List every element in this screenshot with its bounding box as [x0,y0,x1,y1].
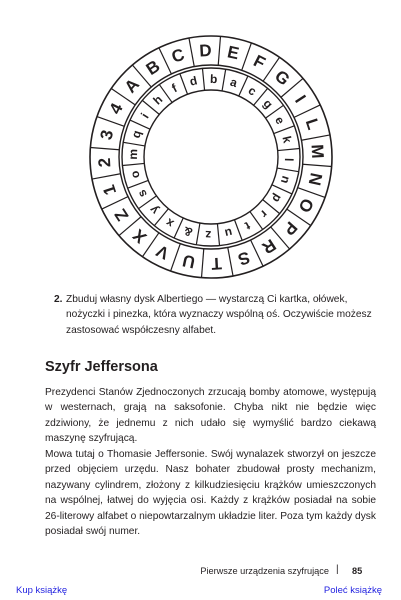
inner-ring-divider [123,142,145,146]
inner-ring-divider [180,74,188,95]
inner-ring-letter: l [281,157,297,162]
outer-ring-divider [202,249,204,278]
inner-ring-divider [274,126,295,134]
inner-ring-divider [130,120,150,129]
inner-ring-letter: g [260,96,276,112]
inner-ring-inner-edge [144,90,278,224]
inner-ring-divider [128,180,149,188]
inner-ring-divider [196,223,200,245]
outer-ring-divider [90,148,119,150]
outer-ring-letter: 3 [96,128,118,142]
outer-ring-divider [97,117,124,127]
outer-ring-letter: 4 [105,100,127,118]
outer-ring-letter: C [169,44,187,67]
section-title: Szyfr Jeffersona [45,359,158,375]
outer-ring-divider [228,247,233,276]
outer-ring-letter: G [270,66,294,90]
outer-ring-divider [294,105,320,117]
recommend-book-link[interactable]: Poleć książkę [323,585,382,596]
outer-ring-letter: Z [110,205,133,225]
outer-ring-letter: I [291,91,310,107]
inner-ring-letter: h [150,92,166,108]
inner-ring-letter: c [245,83,259,99]
outer-ring-letter: 1 [99,182,121,198]
step-text: Zbuduj własny dysk Albertiego — wystarczą Ci kartka, ołówek, nożyczki i pinezka, która wyznaczy wspólną oś. Oczywiście możesz zastosować współczesny alfabet. [66,294,372,336]
outer-ring-divider [242,43,252,70]
outer-ring-letter: E [225,42,241,64]
outer-ring-letter: D [198,40,213,61]
inner-ring-divider [250,212,263,230]
inner-ring-divider [222,69,226,91]
inner-ring-divider [277,168,299,172]
outer-ring-letter: 2 [94,157,115,168]
inner-ring-letter: o [127,169,143,180]
step-number: 2. [54,294,63,305]
inner-ring-letter: i [138,110,152,121]
inner-ring-letter: r [257,207,271,221]
outer-ring-divider [301,135,330,140]
inner-ring-divider [122,163,144,165]
inner-ring-letter: e [272,114,288,127]
inner-ring-letter: b [209,71,218,87]
outer-ring-letter: B [142,56,164,79]
outer-ring-letter: A [120,74,144,97]
inner-ring-letter: & [182,223,195,240]
inner-ring-letter: m [125,148,141,160]
inner-ring-letters [126,72,296,242]
inner-ring-letter: q [128,128,145,140]
outer-ring-letter: P [279,217,302,239]
outer-ring-letter: R [258,235,280,258]
outer-ring-letter: S [235,247,253,270]
inner-ring-divider [234,220,242,241]
footer-separator: | [336,564,339,575]
outer-ring-divider [102,197,128,209]
inner-ring-letter: s [134,187,150,200]
outer-ring-divider [92,174,121,179]
inner-ring-letter: a [228,74,240,91]
body-paragraph-1: Prezydenci Stanów Zjednoczonych zrzucają bomby atomowe, występują w westernach, grają na saksofonie. Chyba nikt nie będzie więc zdziwiony, że jednemu z nich udało się wymyślić bardzo ciekawą maszynę szyfrującą. [45,387,376,445]
inner-ring-divider [202,68,204,90]
inner-ring-letter: k [279,134,295,145]
outer-ring-letter: V [153,240,173,263]
buy-book-link[interactable]: Kup książkę [16,585,68,596]
outer-ring-letter: X [129,225,151,248]
inner-ring-letter: y [146,202,162,218]
outer-ring-letter: O [294,195,318,216]
body-paragraph-2: Mowa tutaj o Thomasie Jeffersonie. Swój wynalazek stworzył on jeszcze przed objęciem urzędu. Nasz bohater zbudował prosty mechanizm, nazywany cylindrem, złożony z kilkudziesięciu krążków umieszczonych na wspólnej, łatwej do wyjęcia osi. Każdy z krążków posiadał na sobie 26-literowy alfabet o niepowtarzalnym układzie liter. Poza tym każdy dysk posiadał swój numer. [45,449,376,538]
outer-ring-letter: M [307,143,328,159]
outer-ring-divider [189,38,194,67]
step-2 [54,292,376,338]
outer-ring-letter: U [180,250,197,272]
inner-ring-letter: t [242,218,253,233]
inner-ring-outer-edge [122,68,300,246]
outer-ring-letter: L [301,116,323,132]
outer-ring-letter: N [304,171,326,188]
inner-ring-letter: u [223,225,234,241]
page-number: 85 [352,566,363,576]
inner-ring-dividers [122,68,302,248]
inner-ring-letter: z [205,227,212,243]
alberti-cipher-disk [0,0,401,290]
inner-ring-letter: n [277,174,294,186]
outer-ring-letter: T [210,253,223,274]
inner-ring-divider [217,224,219,246]
outer-ring-letter: F [250,51,269,73]
inner-ring-letter: x [163,215,177,231]
inner-ring-letter: p [269,191,286,206]
outer-ring-divider [218,36,220,65]
running-footer-chapter: Pierwsze urządzenia szyfrujące [200,566,329,576]
inner-ring-divider [278,148,300,150]
inner-ring-letter: f [169,81,180,96]
outer-ring-divider [303,164,332,166]
outer-ring-inner-edge [119,65,303,249]
inner-ring-letter: d [188,73,199,89]
